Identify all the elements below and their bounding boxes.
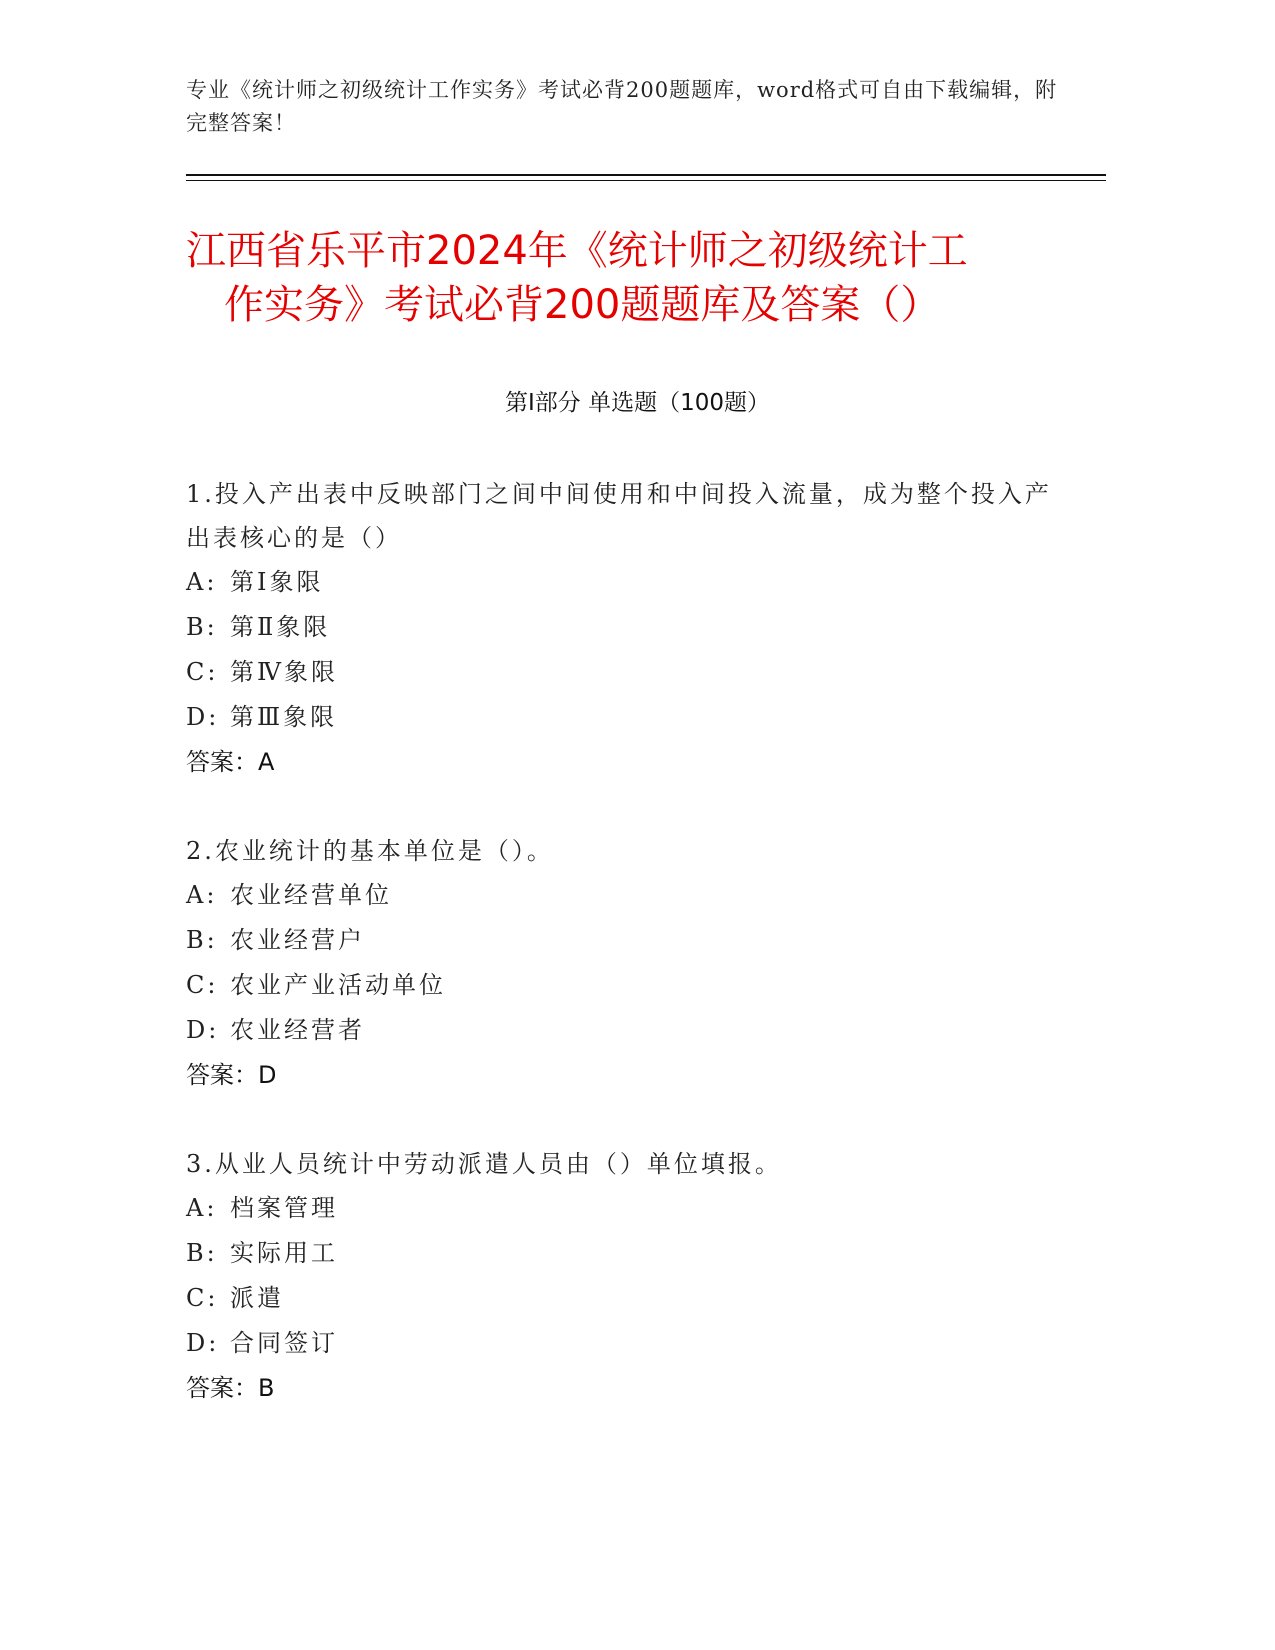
option-b [186,605,1066,650]
option-d [186,1008,1066,1053]
question-spacer [186,785,1066,829]
option-a [186,873,1066,918]
question-spacer [186,1098,1066,1142]
option-text: 合同签订 [230,1329,338,1357]
option-d [186,695,1066,740]
section-title: 第I部分 单选题（100题） [505,390,770,416]
option-text: 农业经营户 [230,926,365,954]
option-text: 档案管理 [230,1194,338,1222]
option-letter: C: [186,971,219,999]
option-b [186,918,1066,963]
option-letter: D: [186,1016,220,1044]
question-stem: 2.农业统计的基本单位是（）。 [186,837,554,865]
question-stem: 1.投入产出表中反映部门之间中间使用和中间投入流量，成为整个投入产出表核心的是（） [186,480,1052,552]
option-c [186,650,1066,695]
header-rule-thin [186,180,1106,181]
option-letter: B: [186,1239,218,1267]
option-letter: B: [186,926,218,954]
option-text: 农业产业活动单位 [230,971,446,999]
header-rule-thick [186,174,1106,176]
question-2 [186,829,1066,1098]
answer: 答案：D [186,1061,277,1089]
option-a [186,560,1066,605]
option-c [186,963,1066,1008]
option-b [186,1231,1066,1276]
answer: 答案：A [186,748,275,776]
option-text: 第Ⅱ象限 [230,613,331,641]
option-text: 第Ⅳ象限 [230,658,338,686]
option-letter: A: [186,1194,218,1222]
title-line-2: 作实务》考试必背200题题库及答案（） [224,282,941,328]
option-text: 实际用工 [230,1239,338,1267]
option-text: 第Ⅲ象限 [230,703,338,731]
option-text: 农业经营单位 [230,881,392,909]
option-letter: C: [186,1284,219,1312]
option-letter: A: [186,568,218,596]
option-text: 派遣 [230,1284,284,1312]
header-note: 专业《统计师之初级统计工作实务》考试必背200题题库，word格式可自由下载编辑，附完整答案！ [186,78,1058,135]
question-1 [186,472,1066,785]
question-stem: 3.从业人员统计中劳动派遣人员由（）单位填报。 [186,1150,782,1178]
option-d [186,1321,1066,1366]
title-line-1: 江西省乐平市2024年《统计师之初级统计工 [186,228,968,274]
option-letter: C: [186,658,219,686]
option-a [186,1186,1066,1231]
option-c [186,1276,1066,1321]
option-letter: D: [186,703,220,731]
option-text: 第Ⅰ象限 [230,568,324,596]
option-letter: D: [186,1329,220,1357]
option-text: 农业经营者 [230,1016,365,1044]
option-letter: B: [186,613,218,641]
question-list [186,472,1066,1411]
answer: 答案：B [186,1374,275,1402]
question-3 [186,1142,1066,1411]
option-letter: A: [186,881,218,909]
document-title [186,224,1086,332]
